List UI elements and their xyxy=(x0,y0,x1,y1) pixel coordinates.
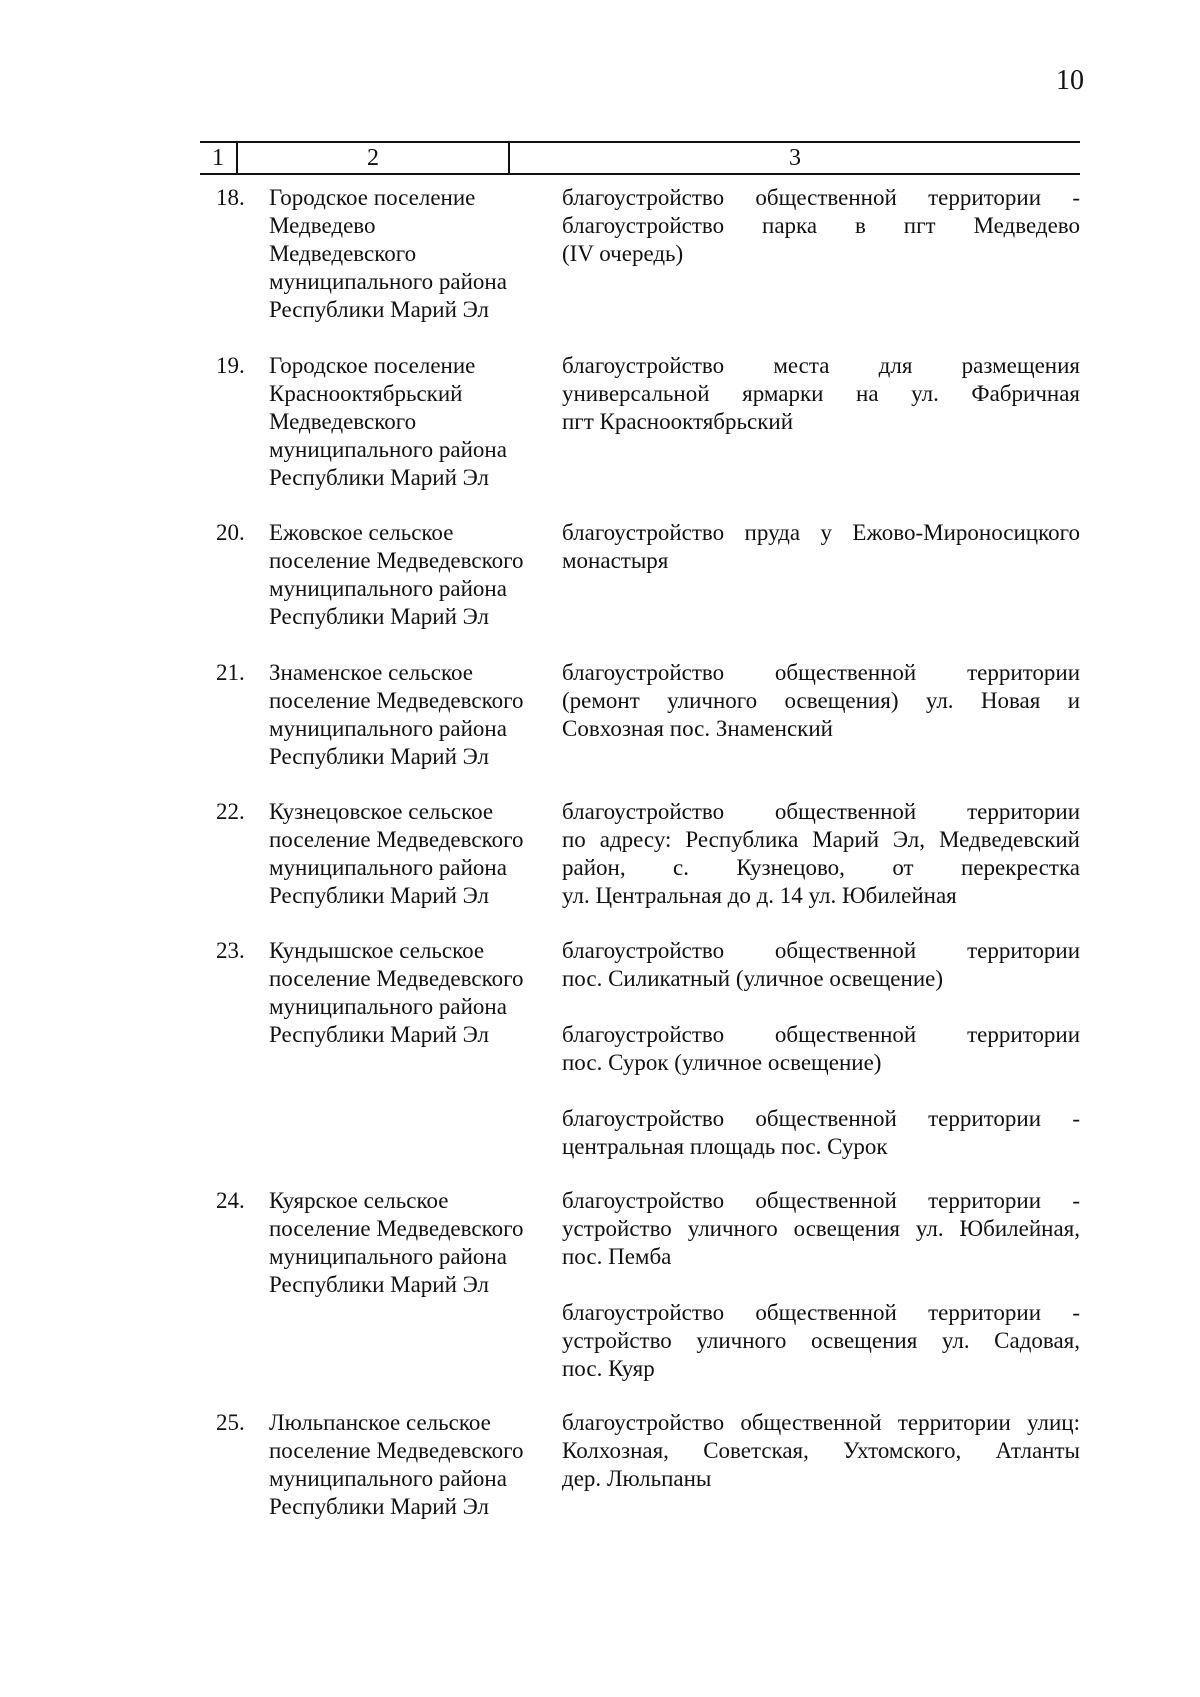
settlement-name-line: муниципального района xyxy=(269,437,507,462)
settlement-name-line: муниципального района xyxy=(269,1244,507,1269)
description-line: благоустройство места для размещения xyxy=(562,353,1080,378)
settlement-name-line: Республики Марий Эл xyxy=(269,1494,490,1519)
description-line: Совхозная пос. Знаменский xyxy=(562,716,833,741)
description-line: ул. Центральная до д. 14 ул. Юбилейная xyxy=(562,883,957,908)
description-line: дер. Люльпаны xyxy=(562,1466,712,1491)
settlement-name xyxy=(269,1187,549,1299)
description-paragraph xyxy=(562,937,1080,993)
page-number: 10 xyxy=(1056,65,1084,96)
settlement-name-line: Республики Марий Эл xyxy=(269,297,490,322)
description-line: благоустройство общественной территории xyxy=(562,660,1080,685)
project-description xyxy=(562,798,1080,910)
description-paragraph xyxy=(562,798,1080,910)
settlement-name-line: муниципального района xyxy=(269,994,507,1019)
description-paragraph xyxy=(562,184,1080,268)
description-line: универсальной ярмарки на ул. Фабричная xyxy=(562,381,1080,406)
settlement-name-line: поселение Медведевского xyxy=(269,966,524,991)
description-line: благоустройство общественной территории xyxy=(562,1022,1080,1047)
description-line: (IV очередь) xyxy=(562,241,684,266)
description-line: устройство уличного освещения ул. Садовая, xyxy=(562,1328,1080,1353)
settlement-name-line: Медведевского xyxy=(269,409,417,434)
project-description xyxy=(562,519,1080,575)
settlement-name-line: Городское поселение xyxy=(269,353,476,378)
description-paragraph xyxy=(562,1021,1080,1077)
description-paragraph xyxy=(562,1187,1080,1271)
settlement-name-line: Краснооктябрьский xyxy=(269,381,463,406)
settlement-name-line: Знаменское сельское xyxy=(269,660,473,685)
row-number: 21. xyxy=(216,660,245,685)
description-line: монастыря xyxy=(562,548,669,573)
project-description xyxy=(562,659,1080,743)
description-line: пос. Сурок (уличное освещение) xyxy=(562,1050,882,1075)
description-line: благоустройство парка в пгт Медведево xyxy=(562,213,1080,238)
description-line: благоустройство общественной территории xyxy=(562,799,1080,824)
settlement-name-line: Медведево xyxy=(269,213,376,238)
description-line: благоустройство общественной территории - xyxy=(562,1188,1080,1213)
description-line: благоустройство пруда у Ежово-Мироносицкого xyxy=(562,520,1080,545)
description-line: (ремонт уличного освещения) ул. Новая и xyxy=(562,688,1080,713)
settlement-name-line: Ежовское сельское xyxy=(269,520,454,545)
description-line: благоустройство общественной территории xyxy=(562,938,1080,963)
description-line: центральная площадь пос. Сурок xyxy=(562,1134,888,1159)
project-description xyxy=(562,1409,1080,1493)
description-line: благоустройство общественной территории - xyxy=(562,1300,1080,1325)
description-line: пгт Краснооктябрьский xyxy=(562,409,793,434)
description-paragraph xyxy=(562,1409,1080,1493)
description-line: пос. Силикатный (уличное освещение) xyxy=(562,966,944,991)
settlement-name-line: Куярское сельское xyxy=(269,1188,449,1213)
header-col-1: 1 xyxy=(212,145,224,171)
description-line: по адресу: Республика Марий Эл, Медведевский xyxy=(562,827,1080,852)
settlement-name xyxy=(269,184,549,324)
settlement-name-line: Республики Марий Эл xyxy=(269,1022,490,1047)
settlement-name-line: Медведевского xyxy=(269,241,417,266)
settlement-name-line: муниципального района xyxy=(269,576,507,601)
settlement-name-line: поселение Медведевского xyxy=(269,688,524,713)
row-number: 19. xyxy=(216,353,245,378)
settlement-name-line: поселение Медведевского xyxy=(269,827,524,852)
description-line: благоустройство общественной территории - xyxy=(562,1106,1080,1131)
settlement-name-line: Кузнецовское сельское xyxy=(269,799,494,824)
header-col-3: 3 xyxy=(789,145,801,171)
description-paragraph xyxy=(562,1299,1080,1383)
project-description xyxy=(562,937,1080,1161)
settlement-name-line: Республики Марий Эл xyxy=(269,604,490,629)
settlement-name-line: Республики Марий Эл xyxy=(269,744,490,769)
project-description xyxy=(562,352,1080,436)
settlement-name-line: муниципального района xyxy=(269,269,507,294)
table-header xyxy=(200,141,1080,175)
settlement-name-line: Республики Марий Эл xyxy=(269,465,490,490)
project-description xyxy=(562,1187,1080,1383)
description-line: пос. Пемба xyxy=(562,1244,672,1269)
settlement-name xyxy=(269,659,549,771)
row-number: 20. xyxy=(216,520,245,545)
settlement-name xyxy=(269,937,549,1049)
settlement-name-line: Люльпанское сельское xyxy=(269,1410,491,1435)
settlement-name xyxy=(269,519,549,631)
settlement-name-line: поселение Медведевского xyxy=(269,1216,524,1241)
description-line: Колхозная, Советская, Ухтомского, Атланты xyxy=(562,1438,1080,1463)
row-number: 25. xyxy=(216,1410,245,1435)
settlement-name-line: Республики Марий Эл xyxy=(269,883,490,908)
row-number: 24. xyxy=(216,1188,245,1213)
settlement-name xyxy=(269,352,549,492)
description-paragraph xyxy=(562,519,1080,575)
settlement-name-line: Кундышское сельское xyxy=(269,938,485,963)
row-number: 22. xyxy=(216,799,245,824)
settlement-name-line: поселение Медведевского xyxy=(269,1438,524,1463)
settlement-name-line: Республики Марий Эл xyxy=(269,1272,490,1297)
description-line: пос. Куяр xyxy=(562,1356,655,1381)
settlement-name-line: поселение Медведевского xyxy=(269,548,524,573)
settlement-name-line: муниципального района xyxy=(269,855,507,880)
description-line: благоустройство общественной территории улиц: xyxy=(562,1410,1080,1435)
settlement-name xyxy=(269,798,549,910)
settlement-name-line: муниципального района xyxy=(269,716,507,741)
description-paragraph xyxy=(562,659,1080,743)
header-col-2: 2 xyxy=(367,145,379,171)
row-number: 23. xyxy=(216,938,245,963)
description-paragraph xyxy=(562,1105,1080,1161)
description-line: устройство уличного освещения ул. Юбилейная, xyxy=(562,1216,1080,1241)
description-line: благоустройство общественной территории - xyxy=(562,185,1080,210)
settlement-name-line: муниципального района xyxy=(269,1466,507,1491)
description-paragraph xyxy=(562,352,1080,436)
project-description xyxy=(562,184,1080,268)
settlement-name-line: Городское поселение xyxy=(269,185,476,210)
settlement-name xyxy=(269,1409,549,1521)
description-line: район, с. Кузнецово, от перекрестка xyxy=(562,855,1080,880)
row-number: 18. xyxy=(216,185,245,210)
